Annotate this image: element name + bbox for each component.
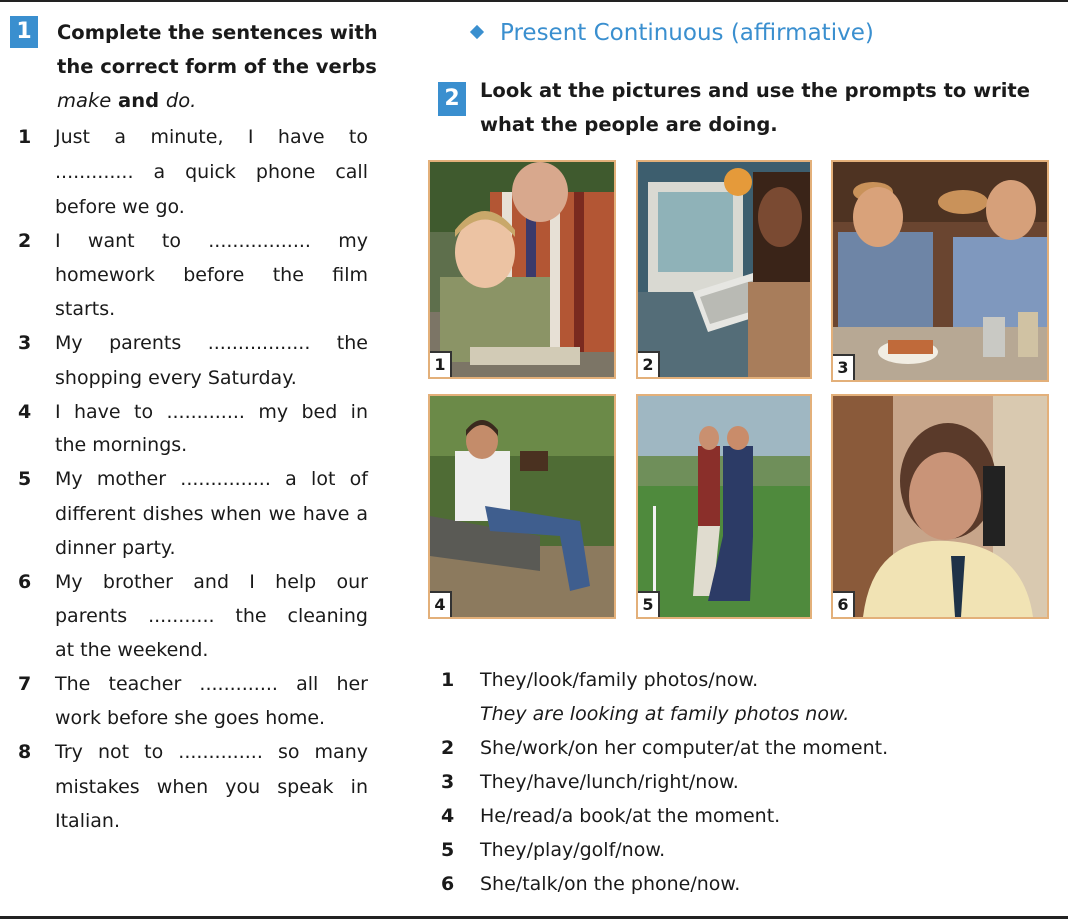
- prompt-text: They/have/lunch/right/now.: [480, 771, 739, 793]
- top-rule: [0, 0, 1068, 2]
- photo-label: 4: [428, 591, 452, 619]
- photo-family-photos: [428, 160, 616, 379]
- reading-illustration: [430, 396, 614, 617]
- exercise-2-instruction-line-1: Look at the pictures and use the prompts to write: [480, 79, 1030, 102]
- sentence-line: dinner party.: [55, 537, 176, 559]
- prompt-number: 5: [441, 839, 455, 861]
- prompt-number: 1: [441, 669, 455, 691]
- prompt-number: 4: [441, 805, 455, 827]
- sentence-line: at the weekend.: [55, 639, 209, 661]
- verb-do: do.: [165, 89, 197, 112]
- family-photos-illustration: [430, 162, 614, 377]
- section-title: [472, 14, 874, 52]
- exercise-2-number-badge: 2: [438, 82, 466, 116]
- prompt-text: They/look/family photos/now.: [480, 669, 759, 691]
- verb-make: make: [57, 89, 112, 112]
- photo-lunch: [831, 160, 1049, 382]
- sentence-line: Try not to .............. so many: [55, 741, 368, 763]
- golf-illustration: [638, 396, 810, 617]
- sentence-line: starts.: [55, 298, 116, 320]
- prompt-example-answer: They are looking at family photos now.: [480, 703, 850, 725]
- sentence-number: 7: [18, 673, 32, 695]
- prompt-text: He/read/a book/at the moment.: [480, 805, 781, 827]
- sentence-line: I want to ................. my: [55, 230, 368, 252]
- photo-label: 5: [636, 591, 660, 619]
- sentence-line: The teacher ............. all her: [55, 673, 368, 695]
- exercise-1-instruction-line-2: the correct form of the verbs: [57, 55, 377, 78]
- sentence-number: 2: [18, 230, 32, 252]
- sentence-line: homework before the film: [55, 264, 368, 286]
- prompt-number: 6: [441, 873, 455, 895]
- sentence-line: shopping every Saturday.: [55, 367, 297, 389]
- photo-computer: [636, 160, 812, 379]
- sentence-line: I have to ............. my bed in: [55, 401, 368, 423]
- section-title-text: Present Continuous (affirmative): [500, 20, 874, 46]
- sentence-line: My mother ............... a lot of: [55, 468, 368, 490]
- sentence-number: 5: [18, 468, 32, 490]
- computer-illustration: [638, 162, 810, 377]
- sentence-number: 8: [18, 741, 32, 763]
- sentence-line: My parents ................. the: [55, 332, 368, 354]
- sentence-line: parents ........... the cleaning: [55, 605, 368, 627]
- sentence-line: My brother and I help our: [55, 571, 368, 593]
- bottom-rule: [0, 916, 1068, 919]
- photo-label: 6: [831, 591, 855, 619]
- sentence-line: mistakes when you speak in: [55, 776, 368, 798]
- sentence-line: the mornings.: [55, 434, 188, 456]
- prompt-number: 2: [441, 737, 455, 759]
- sentence-line: before we go.: [55, 196, 185, 218]
- photo-reading: [428, 394, 616, 619]
- sentence-line: different dishes when we have a: [55, 503, 368, 525]
- prompt-text: They/play/golf/now.: [480, 839, 666, 861]
- exercise-1-number-badge: 1: [10, 16, 38, 48]
- sentence-line: ............. a quick phone call: [55, 161, 368, 183]
- verb-and: and: [118, 89, 160, 112]
- exercise-1-instruction-line-3: [57, 84, 196, 118]
- sentence-number: 6: [18, 571, 32, 593]
- sentence-number: 3: [18, 332, 32, 354]
- sentence-number: 1: [18, 126, 32, 148]
- photo-golf: [636, 394, 812, 619]
- sentence-number: 4: [18, 401, 32, 423]
- prompt-text: She/work/on her computer/at the moment.: [480, 737, 889, 759]
- sentence-line: Just a minute, I have to: [55, 126, 368, 148]
- exercise-2-instruction-line-2: what the people are doing.: [480, 113, 778, 136]
- photo-label: 2: [636, 351, 660, 379]
- prompt-number: 3: [441, 771, 455, 793]
- lunch-illustration: [833, 162, 1047, 380]
- phone-call-illustration: [833, 396, 1047, 617]
- sentence-line: work before she goes home.: [55, 707, 326, 729]
- sentence-line: Italian.: [55, 810, 120, 832]
- photo-label: 3: [831, 354, 855, 382]
- photo-label: 1: [428, 351, 452, 379]
- photo-phone: [831, 394, 1049, 619]
- exercise-1-instruction-line-1: Complete the sentences with: [57, 21, 378, 44]
- diamond-bullet-icon: [470, 24, 484, 38]
- prompt-text: She/talk/on the phone/now.: [480, 873, 741, 895]
